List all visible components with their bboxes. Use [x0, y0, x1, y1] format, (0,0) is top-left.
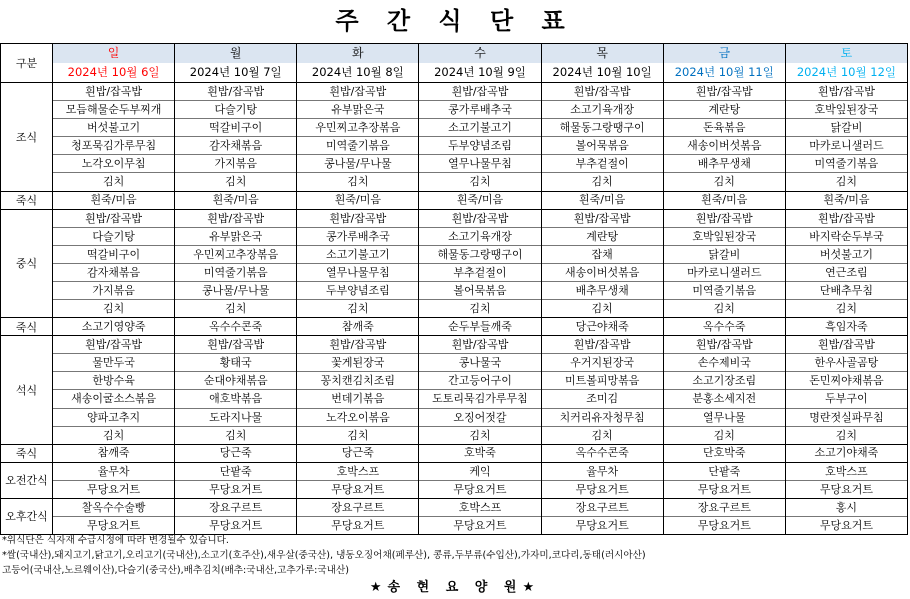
menu-item: 미역줄기볶음: [297, 137, 418, 155]
menu-cell: [297, 444, 419, 462]
menu-item: 우민찌고추장볶음: [175, 246, 296, 264]
menu-cell: [785, 191, 907, 209]
menu-item: 가지볶음: [53, 282, 174, 300]
am-snack-label: 오전간식: [1, 462, 53, 498]
menu-item: 단배추무침: [786, 282, 907, 300]
menu-item: 호박잎된장국: [786, 101, 907, 119]
menu-cell: [541, 318, 663, 336]
day-date: 2024년 10월 8일: [311, 65, 404, 79]
menu-item: 무당요거트: [453, 518, 507, 532]
porridge-dinner-row: [1, 444, 908, 462]
category-header: 구분: [1, 44, 53, 83]
menu-item: 계란탕: [542, 228, 663, 246]
menu-item: 옥수수콘죽: [209, 319, 263, 333]
menu-item: 호박스프: [419, 499, 540, 517]
menu-item: 물만두국: [53, 354, 174, 372]
pm-snack-label: 오후간식: [1, 498, 53, 534]
menu-item: 미역줄기볶음: [175, 264, 296, 282]
menu-cell: [663, 209, 785, 318]
menu-item: 부추겉절이: [419, 264, 540, 282]
menu-item: 애호박볶음: [175, 390, 296, 408]
day-date: 2024년 10월 12일: [796, 65, 896, 79]
menu-item: 김치: [591, 302, 613, 316]
menu-item: 오징어젓갈: [419, 409, 540, 427]
menu-item: 당근죽: [219, 446, 252, 460]
note-line: 고등어(국내산,노르웨이산),다슬기(중국산),배추김치(배추:국내산,고추가루:국내산): [2, 565, 349, 576]
menu-item: 홍시: [786, 499, 907, 517]
menu-item: 무당요거트: [331, 482, 385, 496]
day-header-cell: [541, 44, 663, 83]
menu-item: 떡갈비구이: [175, 119, 296, 137]
menu-item: 새송이버섯볶음: [664, 137, 785, 155]
menu-item: 흰죽/미음: [90, 193, 137, 207]
menu-item: 흰죽/미음: [701, 193, 748, 207]
menu-item: 옥수수죽: [703, 319, 746, 333]
menu-item: 흰죽/미음: [456, 193, 504, 207]
menu-item: 열무나물무침: [419, 155, 540, 173]
lunch-label: 중식: [1, 209, 53, 318]
menu-item: 옥수수콘죽: [575, 446, 629, 460]
menu-item: 유부맑은국: [297, 101, 418, 119]
menu-item: 김치: [835, 428, 858, 442]
menu-item: 장요구르트: [664, 499, 785, 517]
menu-cell: [541, 209, 663, 318]
menu-cell: [419, 209, 541, 318]
menu-item: 꽃게된장국: [297, 354, 418, 372]
menu-item: 새송이버섯볶음: [542, 264, 663, 282]
note-line: *쌀(국내산),돼지고기,닭고기,오리고기(국내산),소고기(호주산),새우살(중국산), 냉동오징어채(페루산), 콩류,두부류(수입산),가자미,코다리,동태(러시아산): [2, 550, 646, 561]
menu-item: 볼어묵볶음: [542, 137, 663, 155]
menu-item: 흰밥/잡곡밥: [664, 83, 785, 101]
porridge-dinner-label: 죽식: [1, 444, 53, 462]
menu-item: 김치: [713, 428, 735, 442]
menu-item: 흰밥/잡곡밥: [542, 336, 663, 354]
menu-item: 흰밥/잡곡밥: [53, 336, 174, 354]
menu-item: 흰밥/잡곡밥: [542, 210, 663, 228]
day-header-cell: [419, 44, 541, 83]
menu-cell: [785, 498, 907, 534]
menu-item: 참깨죽: [341, 319, 374, 333]
day-name: 수: [419, 44, 540, 63]
menu-item: 소고기육개장: [419, 228, 540, 246]
menu-cell: [175, 336, 297, 445]
menu-item: 바지락순두부국: [786, 228, 907, 246]
menu-cell: [663, 498, 785, 534]
menu-item: 열무나물무침: [297, 264, 418, 282]
pm-snack-row: [1, 498, 908, 534]
menu-item: 돈육볶음: [664, 119, 785, 137]
menu-item: 배추무생채: [542, 282, 663, 300]
menu-item: 감자채볶음: [53, 264, 174, 282]
note-line: *위식단은 식자재 수급시정에 따라 변경될수 있습니다.: [2, 535, 229, 546]
menu-item: 호박스프: [297, 463, 418, 481]
menu-cell: [785, 83, 907, 192]
menu-item: 흰밥/잡곡밥: [786, 83, 907, 101]
menu-item: 흰밥/잡곡밥: [664, 336, 785, 354]
menu-item: 호박죽: [464, 446, 496, 460]
menu-item: 양파고추지: [53, 409, 174, 427]
menu-item: 황태국: [175, 354, 296, 372]
day-header-cell: [663, 44, 785, 83]
menu-item: 닭갈비: [786, 119, 907, 137]
menu-item: 흰밥/잡곡밥: [297, 83, 418, 101]
menu-item: 흰밥/잡곡밥: [786, 210, 907, 228]
menu-item: 흰밥/잡곡밥: [297, 210, 418, 228]
day-header-cell: [785, 44, 907, 83]
menu-item: 감자채볶음: [175, 137, 296, 155]
menu-item: 무당요거트: [819, 482, 873, 496]
breakfast-label: 조식: [1, 83, 53, 192]
menu-item: 새송이굴소스볶음: [53, 390, 174, 408]
menu-cell: [297, 83, 419, 192]
menu-cell: [541, 444, 663, 462]
facility-name: ★송 현 요 양 원★: [369, 580, 541, 595]
menu-item: 볼어묵볶음: [419, 282, 540, 300]
menu-item: 떡갈비구이: [53, 246, 174, 264]
menu-item: 순대야채볶음: [175, 372, 296, 390]
menu-item: 소고기장조림: [664, 372, 785, 390]
menu-cell: [541, 498, 663, 534]
menu-item: 케익: [419, 463, 540, 481]
menu-item: 흰밥/잡곡밥: [175, 83, 296, 101]
menu-item: 무당요거트: [331, 518, 385, 532]
menu-item: 미역줄기볶음: [786, 155, 907, 173]
menu-cell: [297, 336, 419, 445]
menu-item: 당근야채죽: [575, 319, 629, 333]
menu-item: 김치: [591, 428, 613, 442]
menu-item: 해물동그랑땡구이: [419, 246, 540, 264]
menu-item: 돈민찌야채볶음: [786, 372, 907, 390]
menu-cell: [53, 191, 175, 209]
menu-cell: [53, 336, 175, 445]
menu-cell: [785, 444, 907, 462]
menu-item: 손수제비국: [664, 354, 785, 372]
menu-item: 흰밥/잡곡밥: [419, 210, 540, 228]
menu-item: 무당요거트: [87, 482, 141, 496]
menu-cell: [419, 462, 541, 498]
menu-item: 흰밥/잡곡밥: [664, 210, 785, 228]
menu-cell: [175, 191, 297, 209]
menu-item: 두부양념조림: [419, 137, 540, 155]
menu-cell: [175, 498, 297, 534]
day-header-cell: [175, 44, 297, 83]
menu-item: 우민찌고추장볶음: [297, 119, 418, 137]
menu-item: 콩가루배추국: [419, 101, 540, 119]
menu-cell: [53, 83, 175, 192]
menu-item: 흰밥/잡곡밥: [419, 336, 540, 354]
am-snack-row: [1, 462, 908, 498]
menu-item: 호박잎된장국: [664, 228, 785, 246]
menu-cell: [419, 444, 541, 462]
menu-item: 노각오이무침: [53, 155, 174, 173]
menu-cell: [663, 444, 785, 462]
menu-item: 찰옥수수술빵: [53, 499, 174, 517]
menu-cell: [53, 444, 175, 462]
menu-item: 버섯불고기: [786, 246, 907, 264]
menu-cell: [53, 209, 175, 318]
menu-item: 무당요거트: [453, 482, 507, 496]
menu-cell: [541, 462, 663, 498]
menu-item: 닭갈비: [664, 246, 785, 264]
menu-cell: [663, 83, 785, 192]
menu-item: 율무차: [53, 463, 174, 481]
menu-item: 김치: [835, 175, 858, 189]
menu-item: 치커리유자청무침: [542, 409, 663, 427]
menu-item: 김치: [713, 175, 735, 189]
menu-item: 무당요거트: [697, 518, 751, 532]
menu-item: 무당요거트: [209, 482, 263, 496]
menu-item: 소고기불고기: [419, 119, 540, 137]
menu-item: 흑임자죽: [825, 319, 868, 333]
menu-item: 한방수육: [53, 372, 174, 390]
menu-item: 연근조림: [786, 264, 907, 282]
menu-item: 김치: [102, 175, 125, 189]
menu-cell: [53, 498, 175, 534]
menu-item: 무당요거트: [209, 518, 263, 532]
menu-cell: [663, 318, 785, 336]
menu-item: 계란탕: [664, 101, 785, 119]
day-name: 목: [542, 44, 663, 63]
menu-item: 부추겉절이: [542, 155, 663, 173]
menu-cell: [175, 209, 297, 318]
menu-item: 콩나물국: [419, 354, 540, 372]
menu-item: 두부양념조림: [297, 282, 418, 300]
porridge-morning-label: 죽식: [1, 191, 53, 209]
menu-item: 호박스프: [786, 463, 907, 481]
day-name: 금: [664, 44, 785, 63]
menu-item: 무당요거트: [697, 482, 751, 496]
menu-item: 장요구르트: [175, 499, 296, 517]
menu-item: 마카로니샐러드: [664, 264, 785, 282]
menu-item: 소고기육개장: [542, 101, 663, 119]
menu-item: 소고기야채죽: [814, 446, 879, 460]
menu-item: 열무나물: [664, 409, 785, 427]
menu-item: 명란젓실파무침: [786, 409, 907, 427]
menu-item: 한우사골곰탕: [786, 354, 907, 372]
menu-item: 번데기볶음: [297, 390, 418, 408]
day-name: 토: [786, 44, 907, 63]
menu-item: 순두부들깨죽: [448, 319, 512, 333]
menu-item: 김치: [469, 175, 491, 189]
menu-item: 다슬기탕: [175, 101, 296, 119]
menu-item: 김치: [225, 302, 247, 316]
menu-item: 버섯불고기: [53, 119, 174, 137]
day-name: 월: [175, 44, 296, 63]
day-date: 2024년 10월 9일: [434, 65, 526, 79]
menu-item: 김치: [347, 302, 369, 316]
menu-cell: [297, 462, 419, 498]
menu-item: 단팥죽: [175, 463, 296, 481]
menu-item: 당근죽: [341, 446, 374, 460]
dinner-row: [1, 336, 908, 445]
menu-item: 꽁치캔김치조림: [297, 372, 418, 390]
menu-item: 흰밥/잡곡밥: [297, 336, 418, 354]
menu-item: 김치: [102, 428, 125, 442]
menu-cell: [297, 209, 419, 318]
menu-item: 율무차: [542, 463, 663, 481]
menu-item: 김치: [835, 302, 858, 316]
menu-item: 두부구이: [786, 390, 907, 408]
menu-item: 김치: [469, 428, 491, 442]
menu-cell: [53, 318, 175, 336]
menu-cell: [53, 462, 175, 498]
menu-item: 배추무생채: [664, 155, 785, 173]
menu-item: 미트볼피망볶음: [542, 372, 663, 390]
menu-item: 단팥죽: [664, 463, 785, 481]
header-row: [1, 44, 908, 83]
menu-item: 단호박죽: [703, 446, 746, 460]
menu-cell: [785, 462, 907, 498]
menu-cell: [419, 498, 541, 534]
menu-item: 콩나물/무나물: [175, 282, 296, 300]
menu-item: 유부맑은국: [175, 228, 296, 246]
menu-item: 장요구르트: [542, 499, 663, 517]
dinner-label: 석식: [1, 336, 53, 445]
menu-cell: [419, 83, 541, 192]
menu-item: 장요구르트: [297, 499, 418, 517]
menu-item: 흰밥/잡곡밥: [53, 83, 174, 101]
menu-cell: [419, 336, 541, 445]
menu-item: 우거지된장국: [542, 354, 663, 372]
menu-item: 김치: [347, 175, 369, 189]
menu-item: 흰밥/잡곡밥: [419, 83, 540, 101]
menu-cell: [175, 318, 297, 336]
menu-item: 소고기불고기: [297, 246, 418, 264]
porridge-lunch-row: [1, 318, 908, 336]
menu-cell: [785, 318, 907, 336]
menu-cell: [175, 444, 297, 462]
menu-item: 도라지나물: [175, 409, 296, 427]
menu-cell: [419, 191, 541, 209]
menu-item: 김치: [225, 175, 247, 189]
menu-item: 간고등어구이: [419, 372, 540, 390]
menu-item: 해물동그랑땡구이: [542, 119, 663, 137]
menu-cell: [785, 336, 907, 445]
menu-item: 흰죽/미음: [212, 193, 259, 207]
menu-item: 김치: [102, 302, 125, 316]
menu-item: 흰밥/잡곡밥: [175, 336, 296, 354]
menu-item: 콩가루배추국: [297, 228, 418, 246]
menu-cell: [663, 191, 785, 209]
menu-item: 김치: [591, 175, 613, 189]
menu-cell: [785, 209, 907, 318]
menu-item: 김치: [713, 302, 735, 316]
weekly-menu-table: [0, 43, 908, 535]
menu-item: 무당요거트: [87, 518, 141, 532]
day-header-cell: [297, 44, 419, 83]
day-date: 2024년 10월 11일: [674, 65, 774, 79]
menu-item: 흰밥/잡곡밥: [175, 210, 296, 228]
menu-cell: [541, 83, 663, 192]
menu-item: 흰죽/미음: [334, 193, 381, 207]
menu-item: 모듬해물순두부찌개: [53, 101, 174, 119]
menu-item: 도토리묵김가루무침: [419, 390, 540, 408]
menu-cell: [297, 498, 419, 534]
menu-item: 무당요거트: [575, 482, 629, 496]
day-name: 일: [53, 44, 174, 63]
menu-cell: [175, 462, 297, 498]
menu-item: 가지볶음: [175, 155, 296, 173]
day-header-cell: [53, 44, 175, 83]
menu-item: 미역줄기볶음: [664, 282, 785, 300]
menu-cell: [297, 318, 419, 336]
porridge-lunch-label: 죽식: [1, 318, 53, 336]
menu-item: 흰밥/잡곡밥: [786, 336, 907, 354]
menu-item: 무당요거트: [575, 518, 629, 532]
menu-item: 분홍소세지전: [664, 390, 785, 408]
menu-item: 청포묵김가루무침: [53, 137, 174, 155]
breakfast-row: [1, 83, 908, 192]
menu-item: 무당요거트: [819, 518, 873, 532]
menu-cell: [419, 318, 541, 336]
notes-block: [2, 533, 908, 578]
menu-item: 콩나물/무나물: [297, 155, 418, 173]
menu-item: 흰밥/잡곡밥: [53, 210, 174, 228]
menu-cell: [541, 191, 663, 209]
page-title: 주 간 식 단 표: [335, 6, 575, 35]
day-date: 2024년 10월 6일: [67, 65, 160, 79]
menu-item: 흰죽/미음: [579, 193, 626, 207]
menu-item: 노각오이볶음: [297, 409, 418, 427]
menu-item: 다슬기탕: [53, 228, 174, 246]
menu-cell: [541, 336, 663, 445]
menu-item: 흰죽/미음: [823, 193, 870, 207]
day-date: 2024년 10월 7일: [189, 65, 282, 79]
menu-cell: [175, 83, 297, 192]
menu-cell: [663, 336, 785, 445]
menu-item: 흰밥/잡곡밥: [542, 83, 663, 101]
lunch-row: [1, 209, 908, 318]
menu-item: 김치: [347, 428, 369, 442]
menu-item: 잡채: [542, 246, 663, 264]
menu-item: 참깨죽: [97, 446, 130, 460]
menu-item: 김치: [469, 302, 491, 316]
menu-item: 소고기영양죽: [81, 319, 146, 333]
menu-cell: [663, 462, 785, 498]
porridge-morning-row: [1, 191, 908, 209]
menu-cell: [297, 191, 419, 209]
menu-item: 조미김: [542, 390, 663, 408]
menu-item: 김치: [225, 428, 247, 442]
day-name: 화: [297, 44, 418, 63]
menu-item: 마카로니샐러드: [786, 137, 907, 155]
day-date: 2024년 10월 10일: [552, 65, 652, 79]
